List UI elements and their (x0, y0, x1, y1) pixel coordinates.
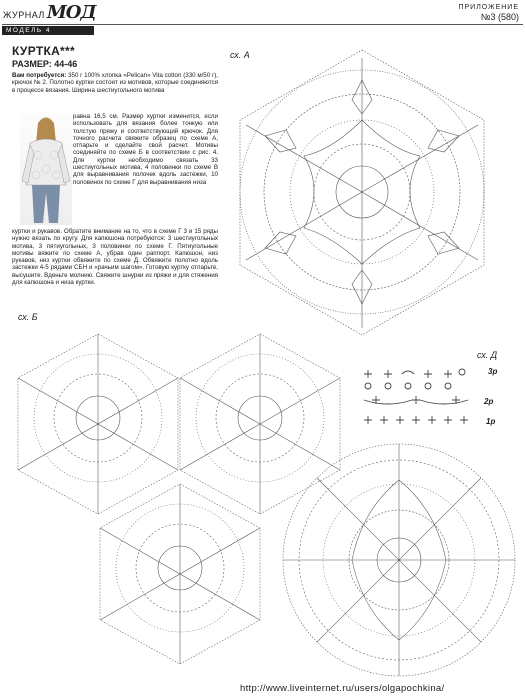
motif-hexagon-left (18, 334, 178, 514)
materials-text: 350 г 100% хлопка «Pelican» Vita cotton (330 м/50 г), крючок № 2. (12, 72, 218, 87)
article-title: КУРТКА*** (12, 44, 75, 58)
model-photo-figure (20, 113, 72, 225)
source-url[interactable]: http://www.liveinternet.ru/users/olgapochkina/ (240, 683, 445, 694)
row1-stitches (364, 416, 468, 424)
legend-row-3: 3р (488, 367, 498, 376)
article-text-top: Полотно куртки состоит из мотивов, которые соединяются в процессе вязания. Ширина шестиугольного мотива (12, 79, 218, 94)
model-band: МОДЕЛЬ 4 (2, 26, 94, 35)
article-text-bottom: куртки и рукавов. Обратите внимание на то, что в схеме Г 3 и 15 ряды нужно вязать по кругу. Для капюшона потребуются: 3 шестиугольных мотива, 3 пятиугольных, 3 половинки по схеме Г. Пятиугольные мотивы вяжите по схеме А, убрав один раппорт. Капюшон, низ рукавов, низ куртки обвяжите по схеме Д. Обвяжите полотно вдоль застежки 4-5 рядами СБН и «рачьим шагом». Готовую куртку отпарьте, высушите. Вденьте молнию. Свяжите шнурки из пряжи и для стяжения для капюшона и низа куртки. (12, 228, 218, 287)
issue-number: №3 (580) (480, 12, 519, 22)
row2-stitches (364, 396, 468, 404)
legend-row-2: 2р (484, 397, 494, 406)
motif-hexagon-bottom (100, 484, 260, 664)
diagram-d-label: сх. Д (477, 350, 498, 360)
diagram-a-hexagon-motif (222, 40, 502, 350)
header-rule (2, 24, 523, 25)
diagram-round-motif (276, 440, 522, 680)
materials-lead: Вам потребуется: (12, 72, 67, 79)
row3-stitches (364, 369, 465, 389)
diagram-a-label: сх. А (230, 50, 250, 60)
article-size: РАЗМЕР: 44-46 (12, 59, 78, 69)
appendix-label: ПРИЛОЖЕНИЕ (458, 4, 519, 11)
magazine-logo: МОД (46, 2, 96, 23)
article-text-right: равна 16,5 см. Размер куртки изменится, если использовать для вязания более тонкую или толстую пряжу и соответствующий крючок. Для точного расчета свяжите образец по схеме А, отпарьте и сделайте свой расчет. Мотивы соединяйте по схеме Б в соответствии с рис. 4. Для куртки необходимо связать 33 шестиугольных мотива, 4 половинки по схеме В для выравнивания полочек вдоль застежки, 10 половинок по схеме Г для выравнивания низа (73, 113, 218, 186)
magazine-word: ЖУРНАЛ (3, 10, 45, 20)
materials-paragraph (12, 72, 218, 94)
legend-row-1: 1р (486, 417, 496, 426)
magazine-title (3, 2, 95, 23)
model-photo (20, 113, 72, 225)
diagram-b-label: сх. Б (18, 312, 38, 322)
diagram-d-stitch-rows (360, 362, 475, 432)
